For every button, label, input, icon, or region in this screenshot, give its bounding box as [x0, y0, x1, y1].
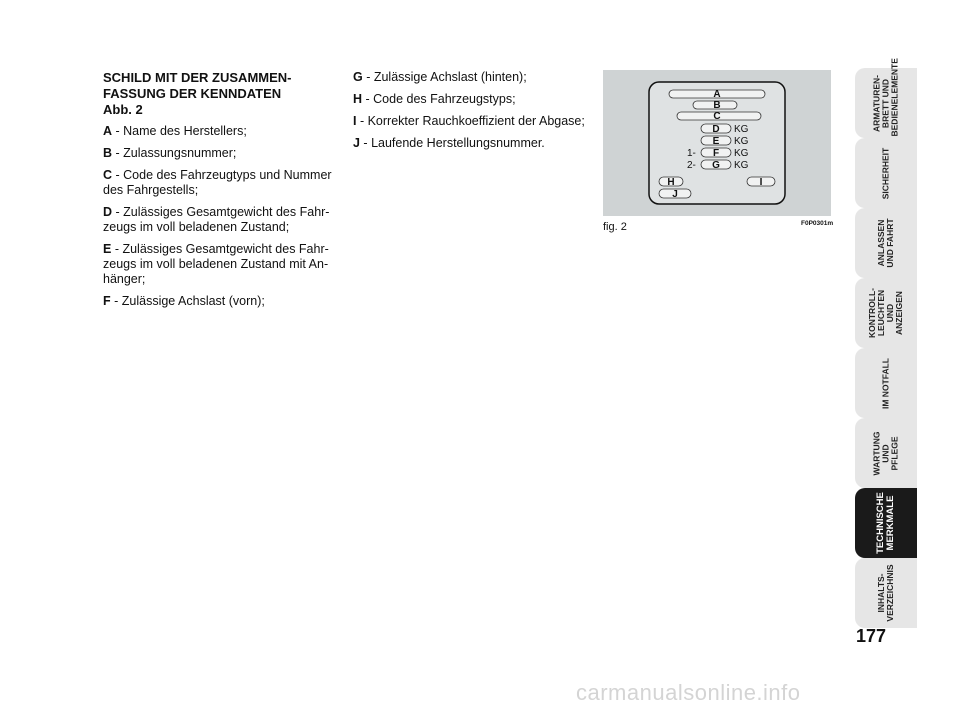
figure-code: F0P0301m	[801, 220, 834, 227]
definition-separator: -	[362, 92, 374, 106]
chapter-tab-label: WARTUNG UND PFLEGE	[871, 431, 900, 475]
chapter-tab-label: IM NOTFALL	[880, 357, 891, 409]
row-prefix-2: 2-	[687, 160, 696, 171]
field-d-label: D	[712, 124, 720, 135]
col2-list	[353, 70, 593, 151]
definition-separator: -	[112, 168, 124, 182]
field-c-label: C	[713, 111, 721, 122]
section-heading: SCHILD MIT DER ZUSAMMEN- FASSUNG DER KENNDATEN Abb. 2	[103, 70, 292, 117]
definition-separator: -	[111, 242, 123, 256]
field-g-unit: KG	[734, 160, 749, 171]
definition-key: E	[103, 242, 112, 256]
chapter-tab[interactable]	[855, 418, 917, 488]
definition-separator: -	[112, 146, 124, 160]
definition-separator: -	[112, 205, 124, 219]
field-f-unit: KG	[734, 148, 749, 159]
middle-column	[353, 70, 593, 158]
chapter-tab[interactable]	[855, 57, 917, 138]
definition-separator: -	[362, 70, 374, 84]
definition-key: A	[103, 124, 113, 138]
chapter-tab-label: SICHERHEIT	[880, 147, 891, 199]
definition-key: I	[353, 114, 357, 128]
definition-key: B	[103, 146, 113, 160]
definition-text: Korrekter Rauchkoeffizient der Abgase;	[367, 114, 585, 128]
chapter-tab-label: ARMATUREN- BRETT UND BEDIENELEMENTE	[871, 57, 900, 136]
definition-key: D	[103, 205, 113, 219]
field-b-label: B	[713, 100, 721, 111]
field-f-label: F	[712, 148, 720, 159]
figure-plate-illustration	[603, 70, 831, 216]
definition-key: G	[353, 70, 363, 84]
page-number: 177	[856, 626, 887, 646]
definition-key: H	[353, 92, 363, 106]
chapter-tab-label: TECHNISCHE MERKMALE	[875, 492, 896, 554]
field-d-unit: KG	[734, 124, 749, 135]
definition-text: Zulassungsnummer;	[123, 146, 237, 160]
chapter-tab[interactable]	[855, 138, 917, 208]
definition-item	[103, 124, 335, 139]
col1-list	[103, 124, 335, 309]
field-h-label: H	[667, 177, 675, 188]
chapter-tab[interactable]	[855, 278, 917, 348]
watermark: carmanualsonline.info	[576, 680, 801, 705]
definition-item	[103, 168, 335, 198]
chapter-tab[interactable]	[855, 348, 917, 418]
plate-diagram	[603, 70, 831, 216]
definition-text: Code des Fahrzeugstyps;	[373, 92, 516, 106]
definition-separator: -	[112, 124, 124, 138]
definition-item	[103, 146, 335, 161]
row-prefix-1: 1-	[687, 148, 696, 159]
field-g-label: G	[712, 160, 720, 171]
definition-key: J	[353, 136, 360, 150]
definition-item	[103, 294, 335, 309]
chapter-tab-label: KONTROLL- LEUCHTEN UND ANZEIGEN	[867, 287, 904, 339]
definition-separator: -	[110, 294, 122, 308]
definition-item	[353, 136, 593, 151]
definition-item	[103, 205, 335, 235]
chapter-tab[interactable]	[855, 558, 917, 628]
field-j-label: J	[672, 189, 678, 200]
field-i-label: I	[759, 177, 763, 188]
definition-separator: -	[356, 114, 368, 128]
field-e-unit: KG	[734, 136, 749, 147]
definition-text: Laufende Herstellungsnummer.	[371, 136, 545, 150]
definition-item	[353, 70, 593, 85]
definition-text: Zulässige Achslast (hinten);	[373, 70, 527, 84]
definition-item	[353, 92, 593, 107]
left-column	[103, 70, 335, 316]
chapter-tab[interactable]	[855, 208, 917, 278]
chapter-tab-label: ANLASSEN UND FAHRT	[876, 218, 895, 268]
definition-item	[353, 114, 593, 129]
field-e-label: E	[712, 136, 720, 147]
definition-text: Zulässiges Gesamtgewicht des Fahr-zeugs im voll beladenen Zustand;	[103, 205, 330, 234]
definition-text: Zulässige Achslast (vorn);	[121, 294, 265, 308]
definition-text: Code des Fahrzeugtyps und Nummer des Fahrgestells;	[103, 168, 332, 197]
definition-separator: -	[359, 136, 372, 150]
definition-item	[103, 242, 335, 287]
figure-caption: fig. 2	[603, 221, 627, 233]
definition-text: Name des Herstellers;	[123, 124, 247, 138]
chapter-tab-label: INHALTS- VERZEICHNIS	[876, 564, 895, 622]
definition-key: C	[103, 168, 113, 182]
definition-key: F	[103, 294, 111, 308]
definition-text: Zulässiges Gesamtgewicht des Fahr-zeugs im voll beladenen Zustand mit An-hänger;	[103, 242, 329, 286]
chapter-tab[interactable]	[855, 488, 917, 558]
field-a-label: A	[713, 89, 721, 100]
